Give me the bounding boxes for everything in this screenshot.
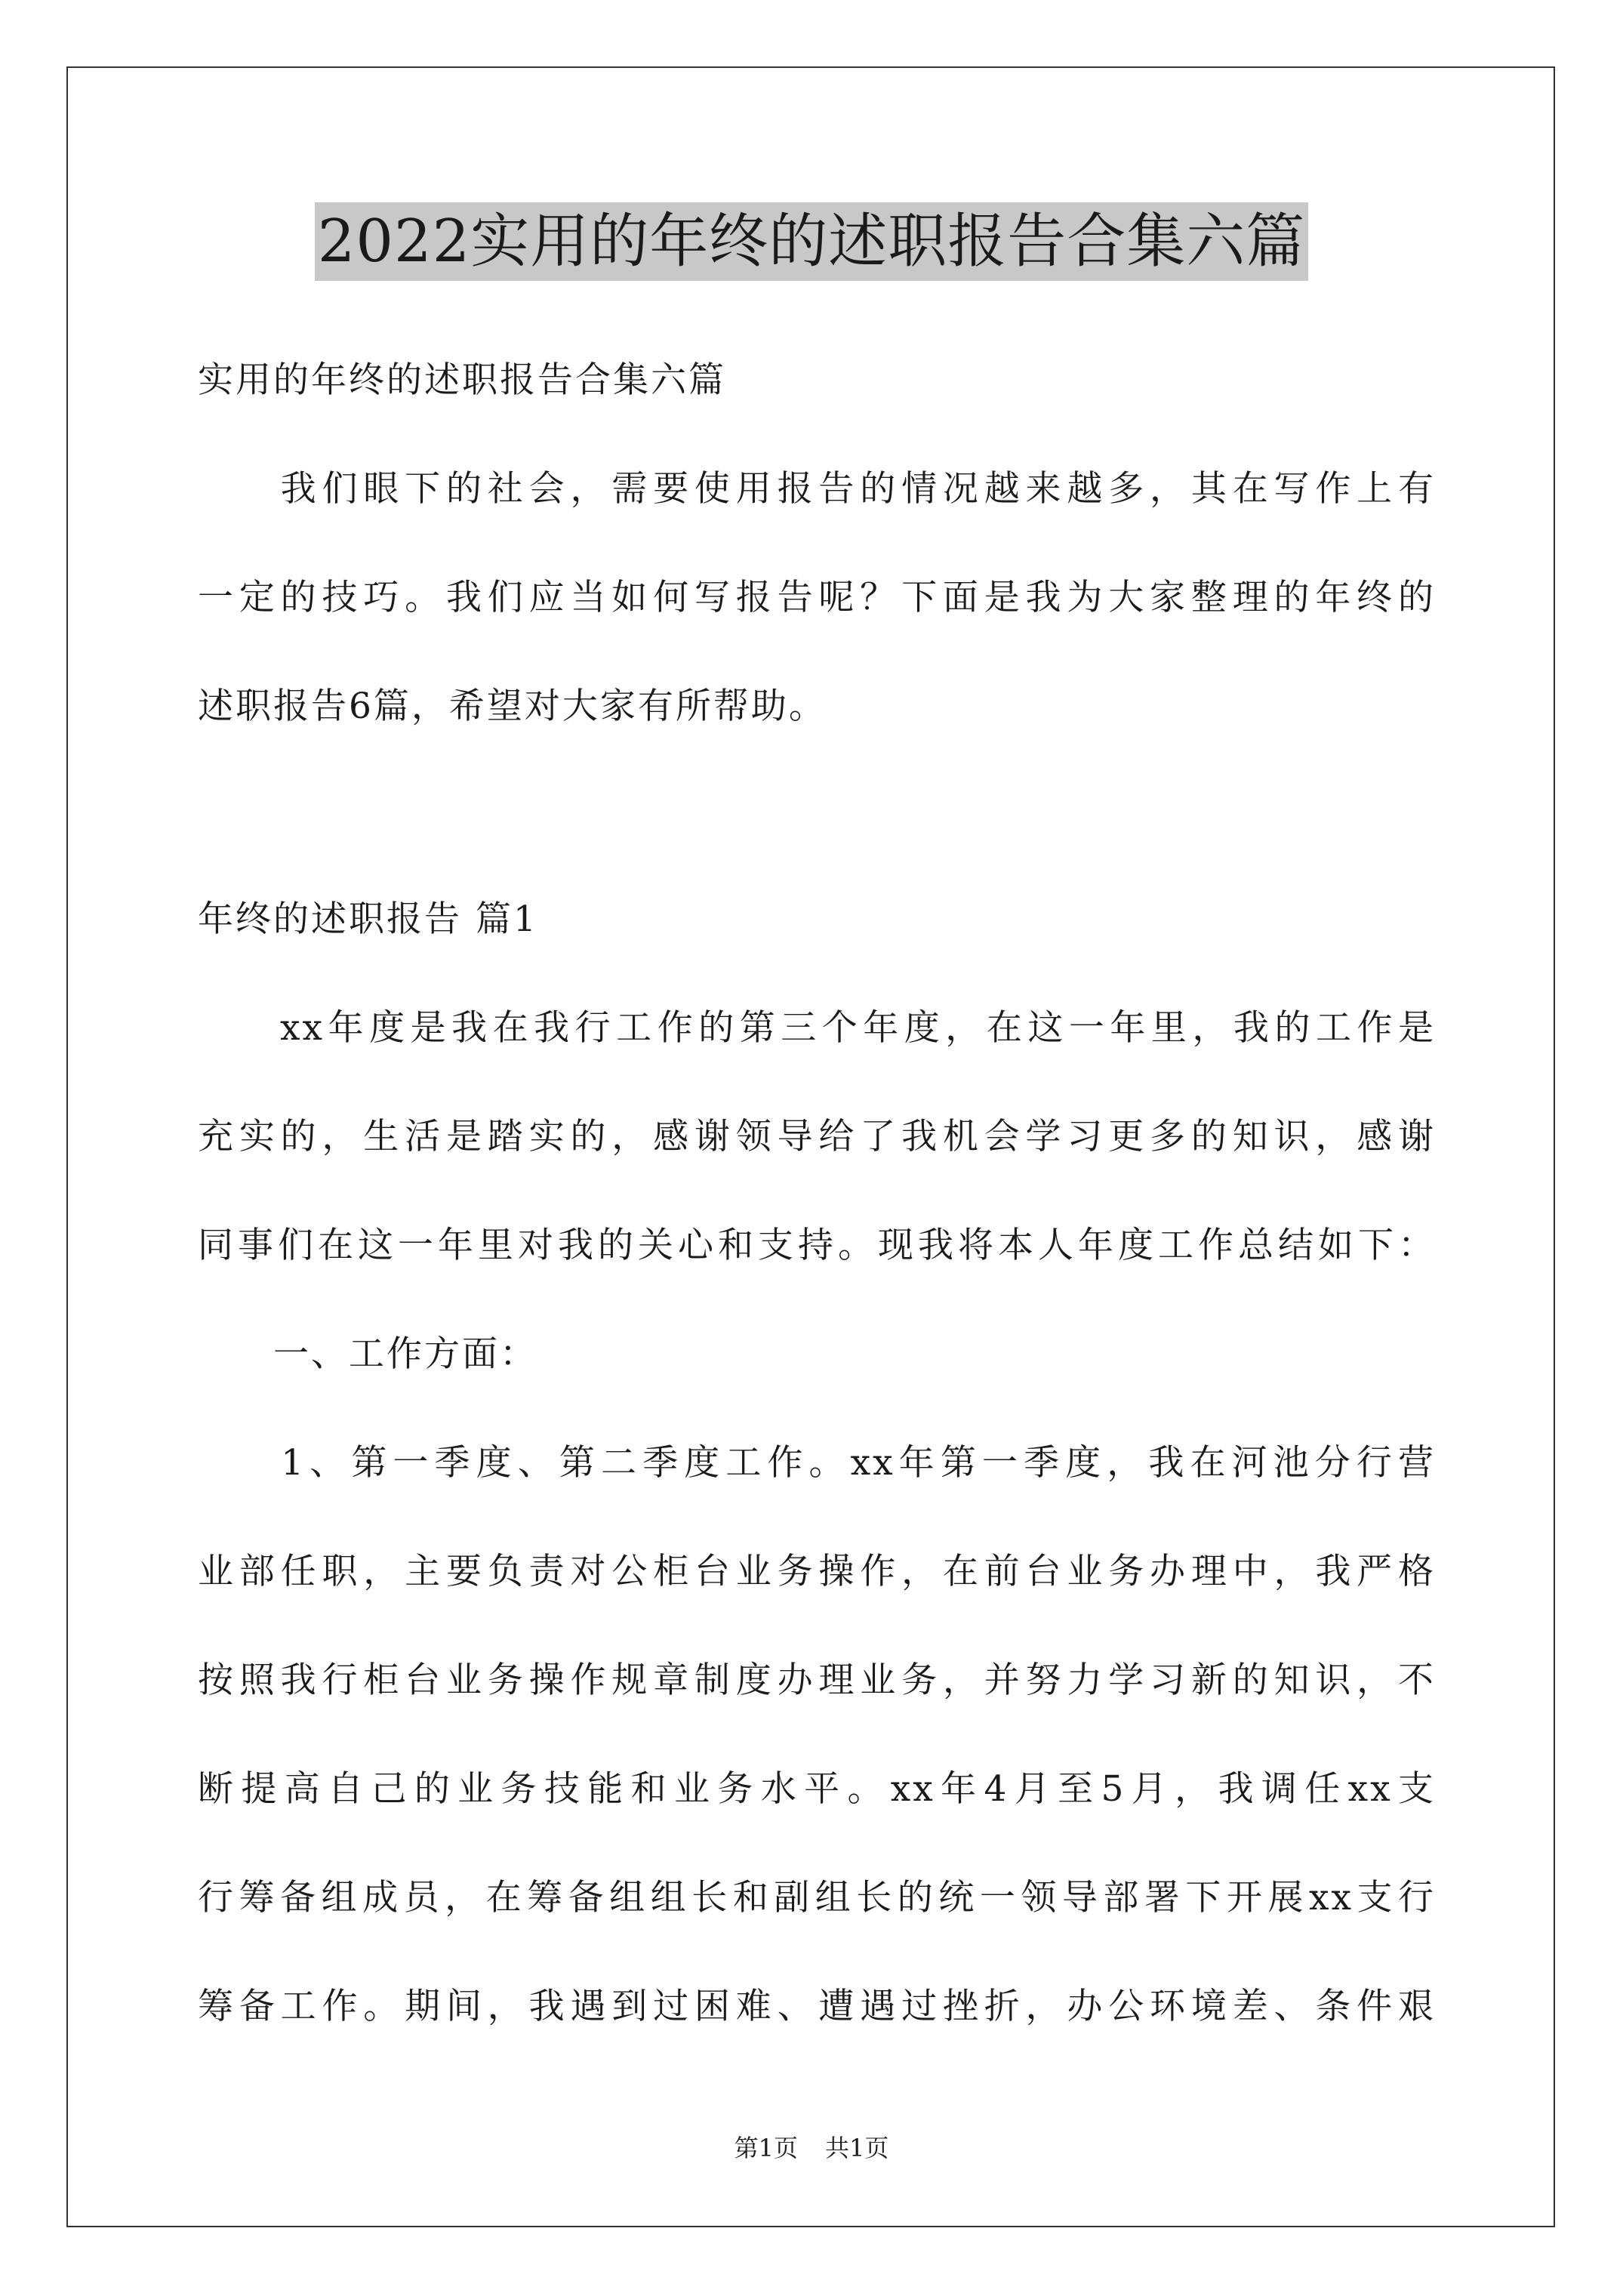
- document-title: 2022实用的年终的述职报告合集六篇: [315, 202, 1309, 281]
- body-line-7: 按照我行柜台业务操作规章制度办理业务，并努力学习新的知识，不: [198, 1660, 1436, 1701]
- title-container: [0, 202, 1623, 281]
- body-line-2: 充实的，生活是踏实的，感谢领导给了我机会学习更多的知识，感谢: [198, 1116, 1436, 1157]
- intro-line-1: 我们眼下的社会，需要使用报告的情况越来越多，其在写作上有: [198, 468, 1436, 510]
- body-line-6: 业部任职，主要负责对公柜台业务操作，在前台业务办理中，我严格: [198, 1551, 1436, 1592]
- section-heading: 年终的述职报告 篇1: [198, 898, 538, 940]
- body-line-5: 1、第一季度、第二季度工作。xx年第一季度，我在河池分行营: [198, 1442, 1436, 1484]
- intro-line-3: 述职报告6篇，希望对大家有所帮助。: [198, 686, 827, 727]
- body-line-3: 同事们在这一年里对我的关心和支持。现我将本人年度工作总结如下：: [198, 1225, 1436, 1266]
- page-total: 共1页: [825, 2134, 889, 2162]
- intro-line-2: 一定的技巧。我们应当如何写报告呢？下面是我为大家整理的年终的: [198, 577, 1436, 618]
- page-number: 第1页: [734, 2134, 798, 2162]
- body-line-9: 行筹备组成员，在筹备组组长和副组长的统一领导部署下开展xx支行: [198, 1877, 1436, 1918]
- page-footer: [0, 2133, 1623, 2163]
- body-line-10: 筹备工作。期间，我遇到过困难、遭遇过挫折，办公环境差、条件艰: [198, 1986, 1436, 2027]
- body-line-1: xx年度是我在我行工作的第三个年度，在这一年里，我的工作是: [198, 1007, 1436, 1049]
- document-subtitle: 实用的年终的述职报告合集六篇: [198, 359, 726, 401]
- body-line-8: 断提高自己的业务技能和业务水平。xx年4月至5月，我调任xx支: [198, 1768, 1436, 1810]
- body-line-4: 一、工作方面：: [198, 1333, 537, 1375]
